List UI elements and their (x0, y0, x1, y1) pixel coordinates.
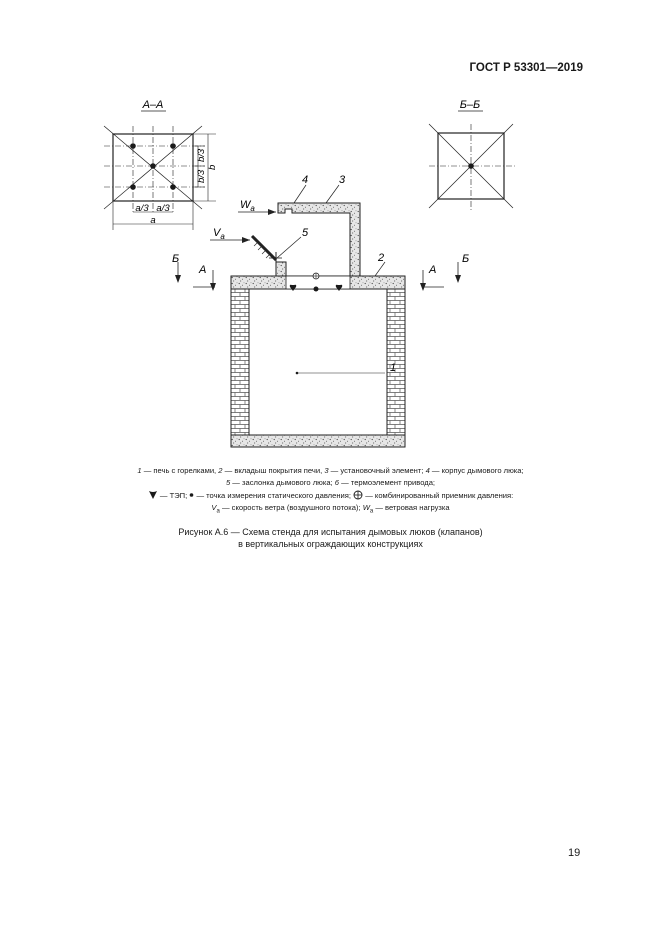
callout-2: 2 (378, 252, 385, 264)
dim-b3-bottom: b/3 (196, 169, 207, 183)
legend-line-4: $V_a$ — скорость ветра (воздушного потока); $W_a$ — ветровая нагрузка (211, 503, 450, 515)
cut-a-left: А (199, 264, 207, 276)
combined-receiver-icon (353, 490, 363, 500)
callout-5: 5 (302, 227, 309, 239)
callout-3: 3 (339, 174, 346, 186)
standard-number: ГОСТ Р 53301—2019 (469, 62, 583, 74)
smoke-hatch (276, 203, 360, 276)
cut-b-right: Б (462, 253, 470, 265)
page-number: 19 (568, 847, 581, 859)
figure-caption: Рисунок А.6 — Схема стенда для испытания дымовых люков (клапанов) в вертикальных ограждающих конструкциях (178, 527, 483, 549)
dim-a3-right: a/3 (156, 203, 170, 214)
cut-b-left: Б (172, 253, 180, 265)
legend-line-2: 5 — заслонка дымового люка; 6 — термоэлемент привода; (225, 478, 436, 487)
callout-4: 4 (302, 174, 309, 186)
callouts (277, 185, 385, 276)
dim-a3-left: a/3 (135, 203, 149, 214)
dim-b: b (207, 164, 218, 170)
dim-b3-top: b/3 (196, 148, 207, 162)
callout-1: 1 (390, 362, 397, 374)
wind-load-label: $W_a$ (240, 199, 255, 213)
dim-a: a (150, 215, 156, 226)
tep-icon (148, 490, 158, 500)
section-bb (429, 99, 515, 210)
furnace (231, 273, 405, 447)
legend-line-1: 1 — печь с горелками, 2 — вкладыш покрытия печи, 3 — установочный элемент; 4 — корпус дымового люка; (137, 466, 524, 475)
section-aa (104, 99, 218, 230)
cut-a-right: А (429, 264, 437, 276)
test-stand-figure (0, 0, 661, 460)
wind-arrows (210, 199, 276, 243)
legend-line-3: — ТЭП; — точка измерения статического давления; — комбинированный приемник давления: (60, 490, 601, 502)
section-aa-title: А–А (142, 99, 164, 111)
wind-speed-label: $V_a$ (213, 227, 225, 241)
section-bb-title: Б–Б (459, 99, 481, 111)
